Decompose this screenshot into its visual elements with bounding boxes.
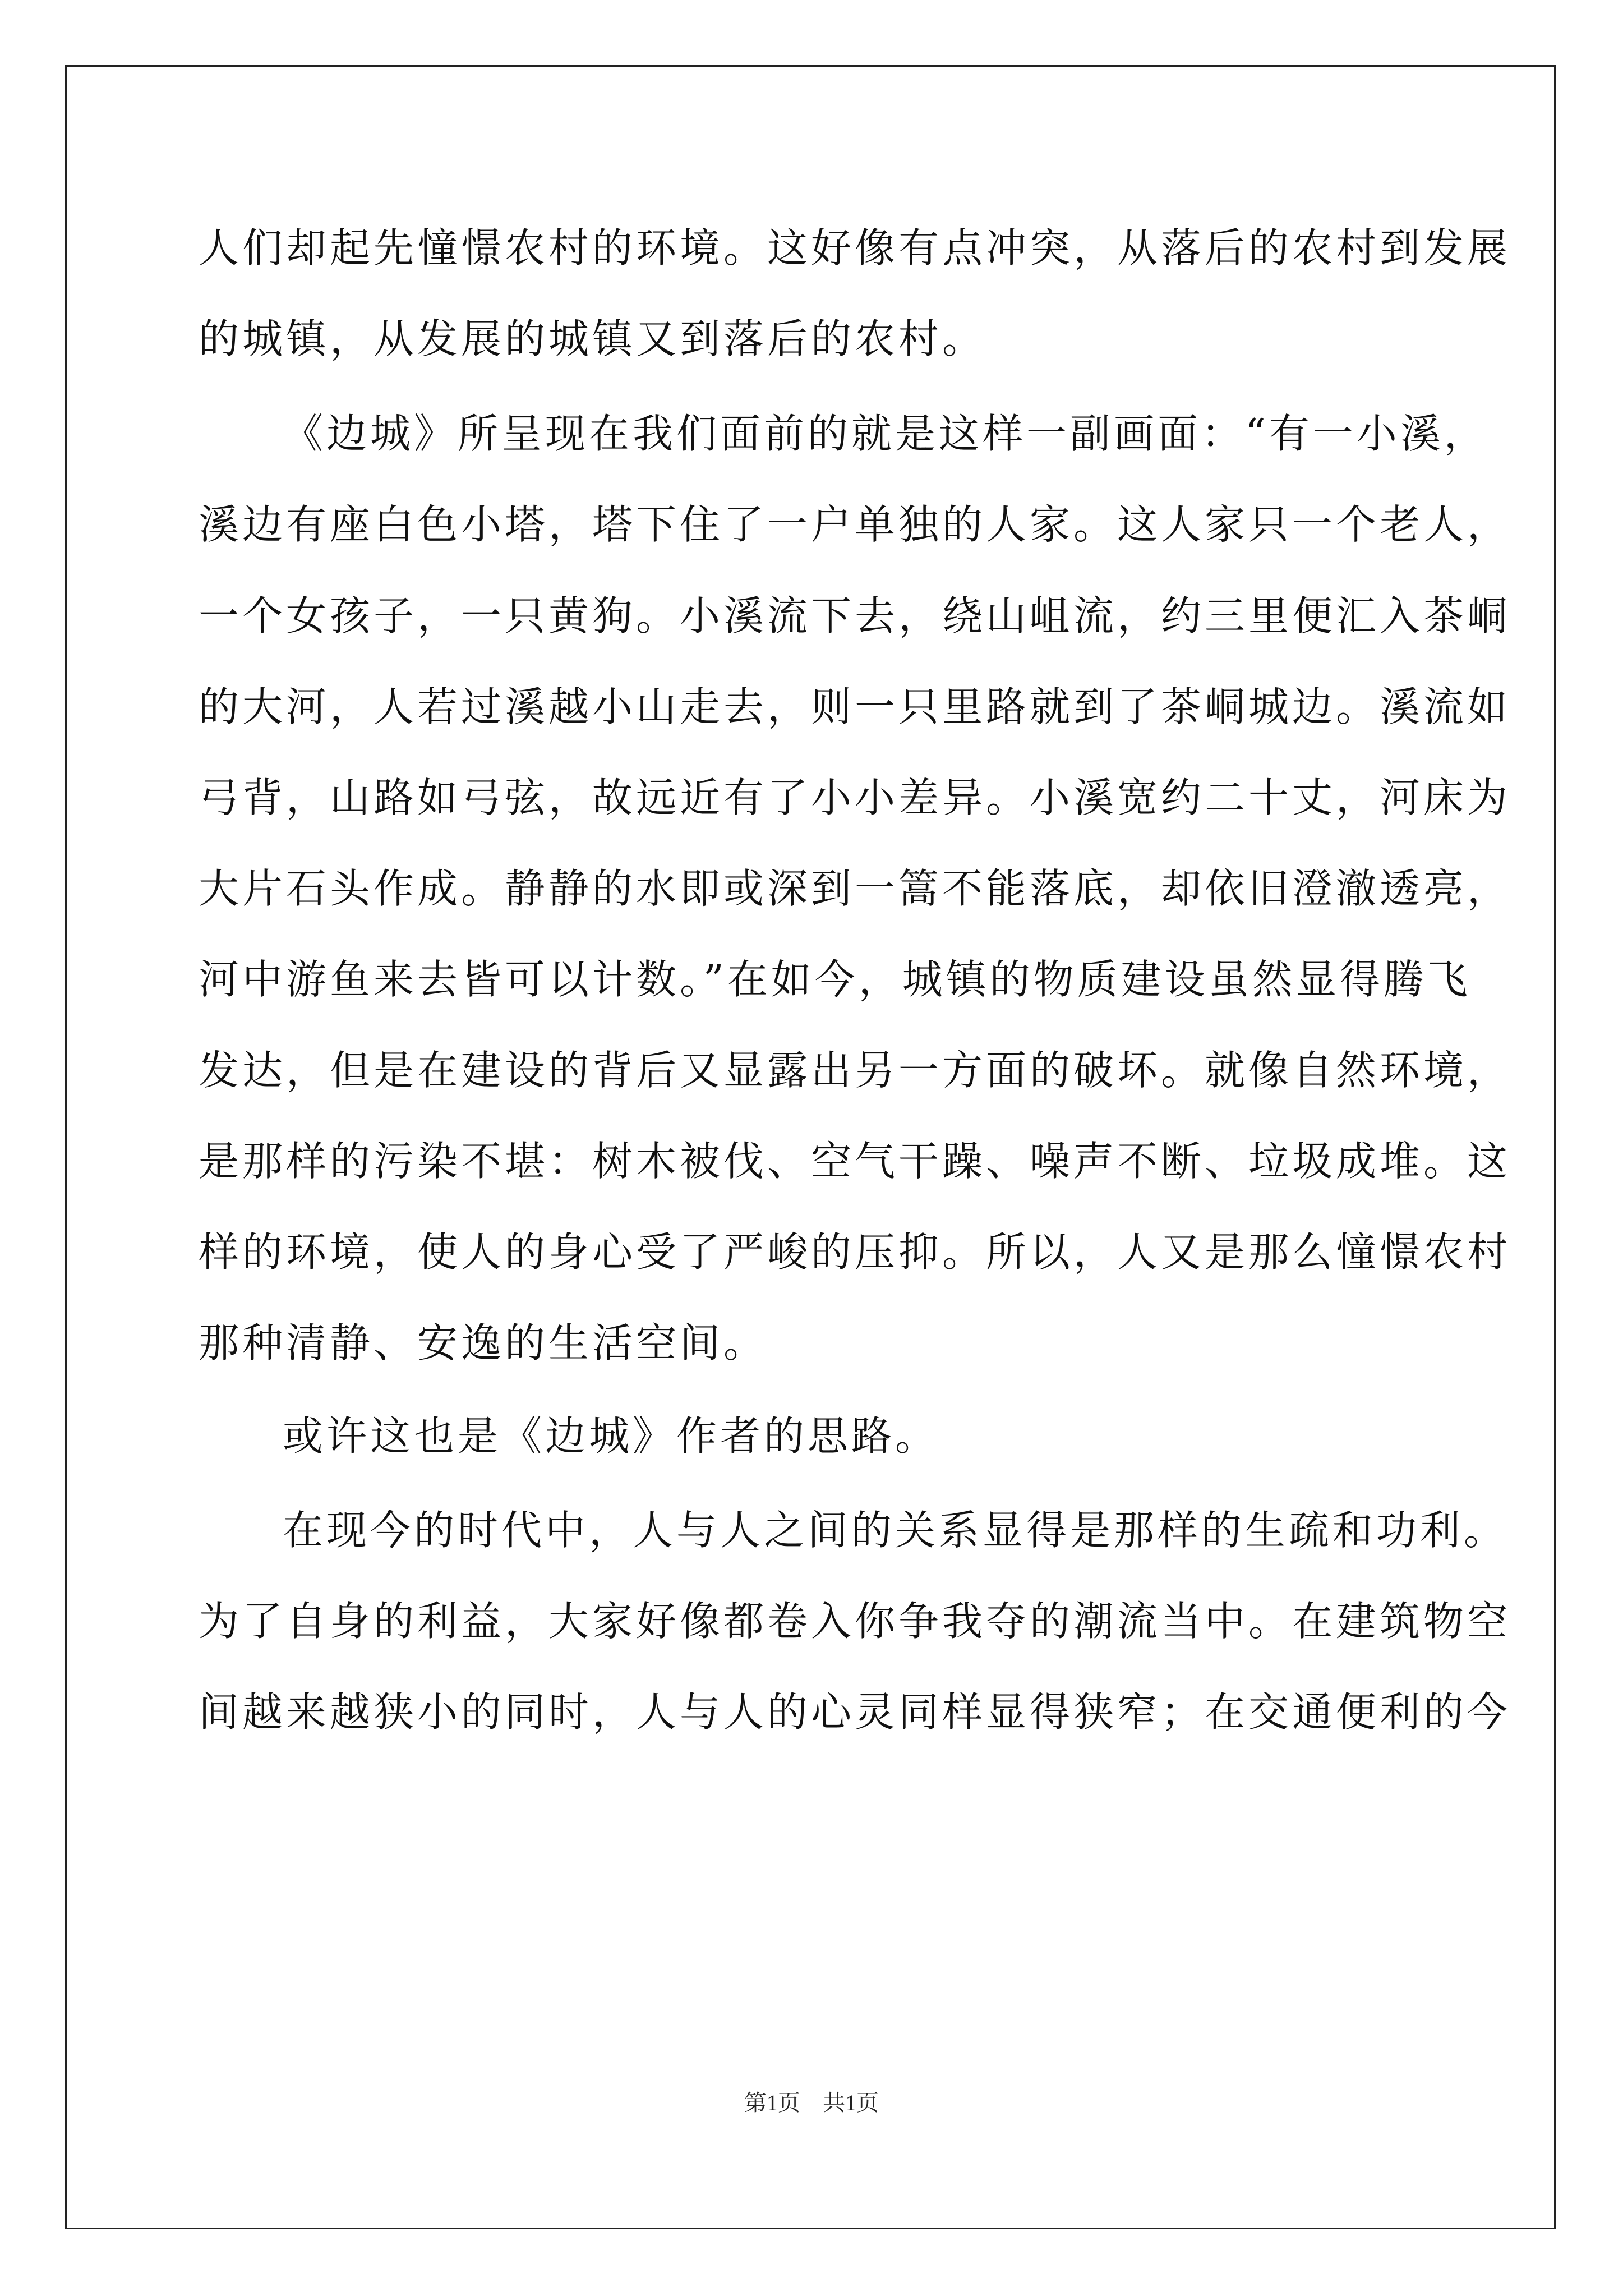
text-line-8: 大片石头作成。静静的水即或深到一篙不能落底，却依旧澄澈透亮，	[199, 865, 1511, 912]
text-line-17: 间越来越狭小的同时，人与人的心灵同样显得狭窄；在交通便利的今	[199, 1688, 1511, 1736]
text-line-9: 河中游鱼来去皆可以计数。”在如今，城镇的物质建设虽然显得腾飞	[199, 956, 1471, 1003]
text-line-5: 一个女孩子，一只黄狗。小溪流下去，绕山岨流，约三里便汇入茶峒	[199, 592, 1511, 639]
text-line-3: 《边城》所呈现在我们面前的就是这样一副画面：“有一小溪，	[283, 410, 1488, 457]
page-footer: 第1页 共1页	[744, 2090, 879, 2115]
text-line-1: 人们却起先憧憬农村的环境。这好像有点冲突，从落后的农村到发展	[199, 224, 1511, 272]
text-line-11: 是那样的污染不堪：树木被伐、空气干躁、噪声不断、垃圾成堆。这	[199, 1138, 1511, 1185]
text-line-16: 为了自身的利益，大家好像都卷入你争我夺的潮流当中。在建筑物空	[199, 1598, 1511, 1645]
text-line-7: 弓背，山路如弓弦，故远近有了小小差异。小溪宽约二十丈，河床为	[199, 774, 1511, 821]
text-line-15: 在现今的时代中，人与人之间的关系显得是那样的生疏和功利。	[283, 1507, 1508, 1554]
text-line-2: 的城镇，从发展的城镇又到落后的农村。	[199, 315, 986, 362]
text-line-10: 发达，但是在建设的背后又显露出另一方面的破坏。就像自然环境，	[199, 1047, 1511, 1094]
text-line-12: 样的环境，使人的身心受了严峻的压抑。所以，人又是那么憧憬农村	[199, 1228, 1511, 1276]
text-line-4: 溪边有座白色小塔，塔下住了一户单独的人家。这人家只一个老人，	[199, 501, 1511, 548]
text-line-6: 的大河，人若过溪越小山走去，则一只里路就到了茶峒城边。溪流如	[199, 683, 1511, 730]
text-line-13: 那种清静、安逸的生活空间。	[199, 1319, 768, 1366]
text-line-14: 或许这也是《边城》作者的思路。	[283, 1412, 939, 1460]
